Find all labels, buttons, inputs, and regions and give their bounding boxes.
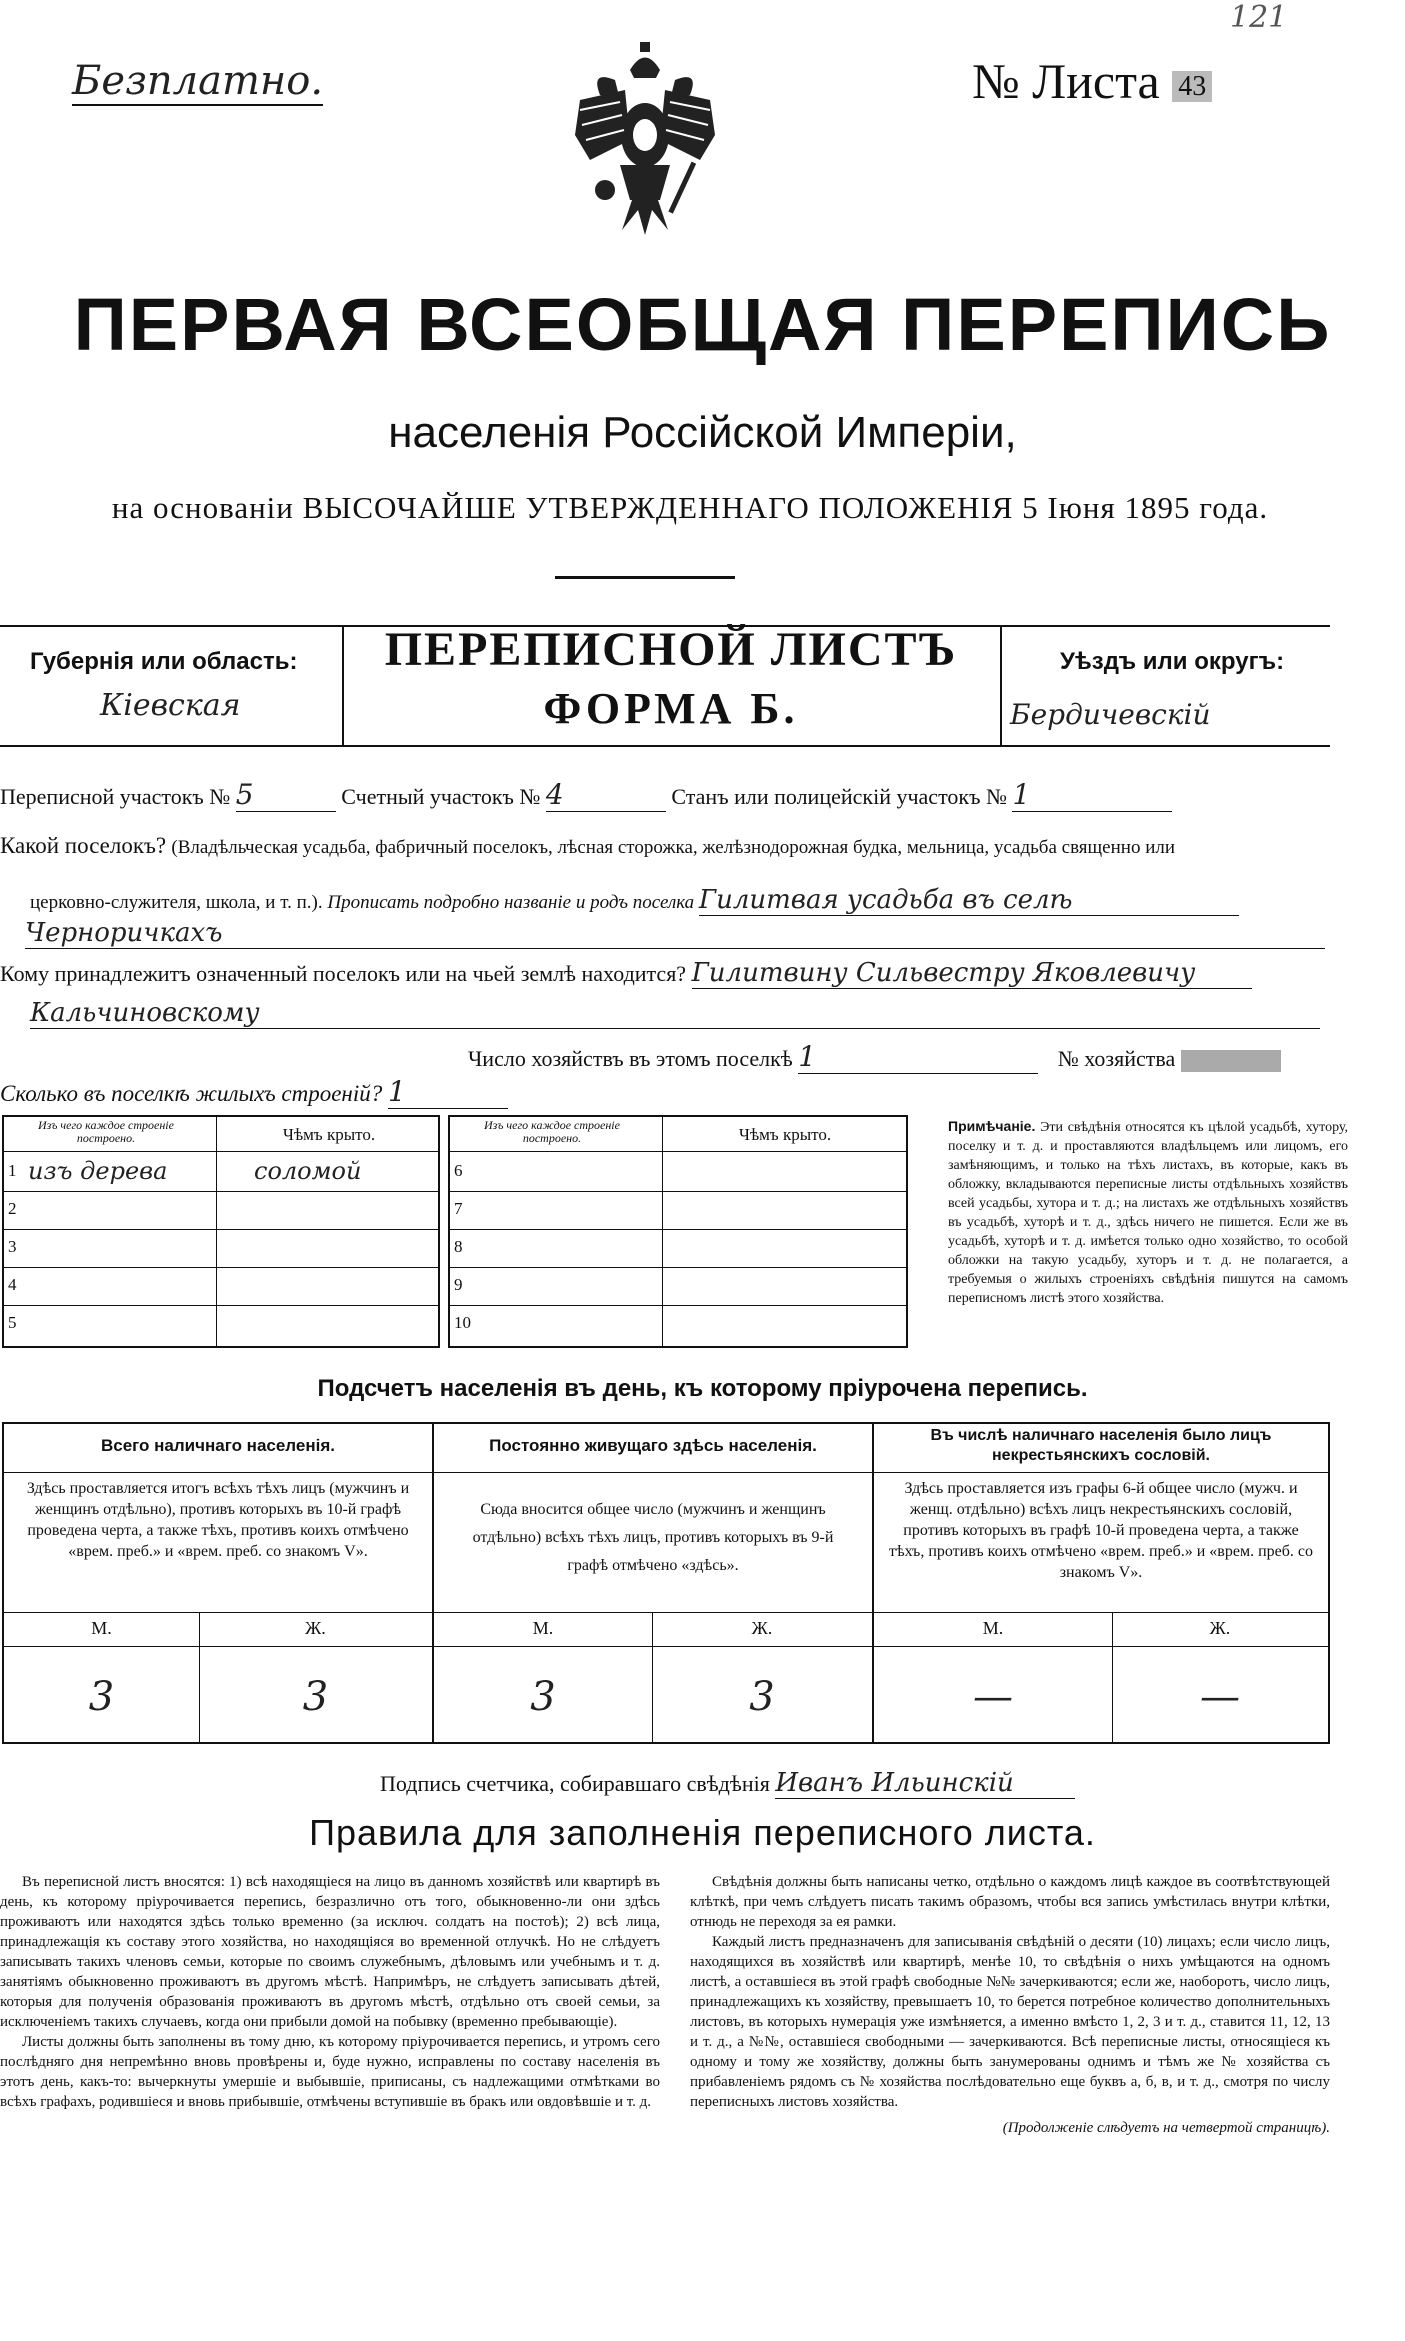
summary-value: 3 — [749, 1674, 775, 1720]
title-divider — [555, 576, 735, 579]
rules-right-p1: Свѣдѣнія должны быть написаны четко, отдѣльно о каждомъ лицѣ каждое въ соотвѣтствующей клѣткѣ, при чемъ слѣдуетъ писать такимъ образомъ, чтобы вся запись умѣстилась внутри клѣтки, отнюдь не переходя за ея рамки. — [690, 1874, 1330, 1930]
sheet-number-label: № Листа — [972, 53, 1160, 109]
imperial-eagle-emblem — [560, 40, 730, 255]
col-material-header: Изъ чего каждое строеніе построено. — [38, 1118, 174, 1145]
row-areas — [0, 778, 1172, 812]
households-label: Число хозяйствъ въ этомъ поселкѣ — [468, 1046, 793, 1071]
owner-value-1: Гилитвину Сильвестру Яковлевичу — [692, 958, 1252, 989]
female-label: Ж. — [751, 1618, 773, 1638]
summary-value: 3 — [302, 1674, 329, 1720]
row-divider — [4, 1267, 438, 1268]
owner-value-2: Кальчиновскому — [30, 998, 1320, 1029]
summary-col2-desc: Сюда вносится общее число (мужчинъ и женщинъ отдѣльно) всѣхъ тѣхъ лицъ, противъ которыхъ въ 9-й графѣ отмѣчено «здѣсь». — [472, 1501, 834, 1574]
signature-label: Подпись счетчика, собиравшаго свѣдѣнія — [380, 1771, 770, 1796]
summary-head-line — [4, 1472, 1328, 1473]
form-name: ФОРМА Б. — [543, 684, 799, 733]
building-row-number: 7 — [454, 1199, 463, 1218]
building-row-number: 9 — [454, 1275, 463, 1294]
summary-col3-desc: Здѣсь проставляется изъ графы 6-й общее число (мужч. и женщ. отдѣльно) всѣхъ лицъ некрестьянскихъ сословій, противъ которыхъ въ графѣ 10-й проведена черта, а также тѣхъ, противъ коихъ отмѣчено «врем. преб.» и «врем. преб. со знакомъ V». — [888, 1480, 1313, 1581]
col-roof-header: Чѣмъ крыто. — [282, 1125, 376, 1144]
province-value: Кіевская — [100, 688, 241, 723]
form-header-sep-right — [1000, 625, 1002, 745]
note — [948, 1117, 1348, 1308]
rules-right-column — [690, 1872, 1330, 2138]
row-buildings — [0, 1075, 508, 1109]
form-title: ПЕРЕПИСНОЙ ЛИСТЪ — [384, 623, 958, 676]
settlement-label: Какой поселокъ? — [0, 833, 167, 858]
summary-col3-head: Въ числѣ наличнаго населенія было лицъ некрестьянскихъ сословій. — [930, 1427, 1272, 1464]
summary-value: — — [1200, 1674, 1240, 1720]
row-households — [468, 1040, 1281, 1074]
building-row-number: 10 — [454, 1313, 471, 1332]
buildings-table-right — [448, 1115, 908, 1348]
col-roof-header: Чѣмъ крыто. — [738, 1125, 832, 1144]
count-area-label: Счетный участокъ № — [341, 784, 541, 809]
row-divider — [4, 1305, 438, 1306]
row-divider — [450, 1305, 906, 1306]
household-number-label: № хозяйства — [1057, 1046, 1176, 1071]
signature-row — [380, 1768, 1075, 1799]
header-divider — [4, 1151, 438, 1152]
summary-title: Подсчетъ населенія въ день, къ которому пріурочена перепись. — [317, 1375, 1088, 1402]
female-label: Ж. — [305, 1618, 326, 1638]
owner-label: Кому принадлежитъ означенный поселокъ или на чьей землѣ находится? — [0, 961, 687, 986]
district-value: Бердичевскій — [1010, 698, 1211, 731]
household-number-value — [1181, 1050, 1281, 1072]
building-row-number: 5 — [8, 1313, 17, 1332]
buildings-table-left — [2, 1115, 440, 1348]
summary-table — [2, 1422, 1330, 1744]
sheet-number-value: 43 — [1172, 71, 1212, 102]
rules-left-column — [0, 1872, 660, 2112]
summary-col2-head: Постоянно живущаго здѣсь населенія. — [489, 1436, 817, 1455]
row-divider — [450, 1191, 906, 1192]
building-material: изъ дерева — [28, 1157, 168, 1185]
male-label: М. — [982, 1618, 1004, 1638]
sheet-number — [972, 52, 1212, 110]
building-row-number: 1 — [8, 1161, 17, 1180]
households-value: 1 — [798, 1040, 1038, 1074]
summary-value: 3 — [88, 1674, 115, 1720]
census-area-label: Переписной участокъ № — [0, 784, 231, 809]
free-label: Безплатно. — [72, 58, 324, 104]
station-value: 1 — [1012, 778, 1172, 812]
building-row-number: 2 — [8, 1199, 17, 1218]
row-settlement-2 — [30, 885, 1239, 916]
settlement-instruction: Прописать подробно названіе и родъ поселка — [327, 892, 695, 913]
building-roof: соломой — [254, 1157, 362, 1185]
summary-value: — — [973, 1674, 1013, 1720]
settlement-value-1: Гилитвая усадьба въ селѣ — [699, 885, 1239, 916]
station-label: Станъ или полицейскій участокъ № — [671, 784, 1007, 809]
title-basis: на основаніи ВЫСОЧАЙШЕ УТВЕРЖДЕННАГО ПОЛОЖЕНІЯ 5 Іюня 1895 года. — [111, 490, 1269, 525]
header-divider — [450, 1151, 906, 1152]
rules-continued: (Продолженіе слѣдуетъ на четвертой страницѣ). — [1002, 2120, 1330, 2136]
settlement-value-2: Черноричкахъ — [25, 918, 1325, 949]
row-divider — [4, 1229, 438, 1230]
rules-left-p1: Въ переписной листъ вносятся: 1) всѣ находящіеся на лицо въ данномъ хозяйствѣ или квартирѣ въ день, къ которому пріурочивается перепись, безразлично отъ того, обыкновенно-ли они здѣсь проживаютъ или находятся здѣсь только временно (за исключ. солдатъ на постоѣ); 2) всѣ лица, принадлежащія къ составу этого хозяйства, но находящіяся во временной отлучкѣ. Но не слѣдуетъ записывать такихъ членовъ семьи, которые по своимъ служебнымъ, дѣловымъ или учебнымъ и т. д. занятіямъ обыкновенно проживаютъ въ другомъ мѣстѣ. Напримѣръ, не слѣдуетъ записывать дѣтей, которыя для полученія образованія проживаютъ въ другомъ мѣстѣ, отдѣльно отъ своей семьи, за исключеніемъ такихъ случаевъ, когда они прибыли домой на побывку (временно пребывающіе). — [0, 1874, 660, 2030]
row-divider — [450, 1229, 906, 1230]
district-label: Уѣздъ или округъ: — [1060, 648, 1285, 675]
summary-value: 3 — [530, 1674, 556, 1720]
row-owner — [0, 958, 1252, 989]
title-sub: населенія Россійской Имперіи, — [388, 408, 1017, 457]
summary-col1-head: Всего наличнаго населенія. — [101, 1436, 335, 1455]
summary-mf-bottom — [4, 1646, 1328, 1647]
rules-left-p2: Листы должны быть заполнены въ тому дню, къ которому пріурочивается перепись, и утромъ сего послѣдняго дня непремѣнно вновь провѣрены и, буде нужно, исправлены по составу населенія въ этотъ день, какъ-то: вычеркнуты умершіе и выбывшіе, приписаны, съ надлежащими отмѣтками во всѣхъ графахъ, родившіеся и вновь прибывшіе, отмѣчены вступившіе въ бракъ или овдовѣвшіе и т. д. — [0, 2034, 660, 2110]
province-label: Губернія или область: — [30, 648, 298, 675]
settlement-hint: (Владѣльческая усадьба, фабричный поселокъ, лѣсная сторожка, желѣзнодорожная будка, мельница, усадьба священно или — [171, 837, 1176, 858]
census-area-value: 5 — [236, 778, 336, 812]
title-main: ПЕРВАЯ ВСЕОБЩАЯ ПЕРЕПИСЬ — [73, 283, 1332, 366]
row-divider — [4, 1191, 438, 1192]
signature-value: Иванъ Ильинскій — [775, 1768, 1075, 1799]
building-row-number: 6 — [454, 1161, 463, 1180]
buildings-value: 1 — [388, 1075, 508, 1109]
building-row-number: 8 — [454, 1237, 463, 1256]
building-row-number: 4 — [8, 1275, 17, 1294]
male-label: М. — [532, 1618, 554, 1638]
corner-mark: 121 — [1230, 0, 1288, 35]
row-settlement — [0, 833, 1175, 859]
col-material-header: Изъ чего каждое строеніе построено. — [484, 1118, 620, 1145]
male-label: М. — [91, 1618, 112, 1638]
note-text: Эти свѣдѣнія относятся къ цѣлой усадьбѣ, хутору, поселку и т. д. и проставляются владѣльцемъ или лицомъ, его замѣняющимъ, и только на тѣхъ листахъ, въ которые, какъ въ обложку, вкладываются переписные листы отдѣльныхъ хозяйствъ всей усадьбы, хутора и т. д.; на листахъ же отдѣльныхъ хозяйствъ въ усадьбѣ, хуторѣ и т. д., здѣсь ничего не пишется. Если же въ усадьбѣ, хуторѣ и т. д. имѣется только одно хозяйство, то особой обложки на такую усадьбу, хуторъ и т. д. не полагается, а требуемыя о жилыхъ строеніяхъ свѣдѣнія пишутся на самомъ переписномъ листѣ этого хозяйства. — [948, 1120, 1349, 1306]
summary-col1-desc: Здѣсь проставляется итогъ всѣхъ тѣхъ лицъ (мужчинъ и женщинъ отдѣльно), противъ которыхъ въ 10-й графѣ проведена черта, а также тѣхъ, противъ коихъ отмѣчено «врем. преб.» и «врем. преб. со знакомъ V». — [26, 1480, 410, 1560]
rules-title: Правила для заполненія переписного листа. — [309, 1812, 1096, 1853]
summary-mf-top — [4, 1612, 1328, 1613]
female-label: Ж. — [1209, 1618, 1231, 1638]
note-label: Примѣчаніе. — [948, 1118, 1036, 1134]
count-area-value: 4 — [546, 778, 666, 812]
row-divider — [450, 1267, 906, 1268]
settlement-hint-2: церковно-служителя, школа, и т. п.). — [30, 892, 323, 913]
buildings-label: Сколько въ поселкѣ жилыхъ строеній? — [0, 1081, 383, 1106]
building-row-number: 3 — [8, 1237, 17, 1256]
rules-right-p2: Каждый листъ предназначенъ для записыванія свѣдѣній о десяти (10) лицахъ; если число лицъ, находящихся въ хозяйствѣ или квартирѣ, менѣе 10, то свѣдѣнія о нихъ умѣщаются на одномъ листѣ, а оставшіеся въ этой графѣ свободные №№ зачеркиваются; если же, наоборотъ, число лицъ, принадлежащихъ къ хозяйству, превышаетъ 10, то берется потребное количество дополнительныхъ листовъ, въ которыхъ нумерація уже измѣняется, а именно вмѣсто 1, 2, 3 и т. д., ставится 11, 12, 13 и т. д., а №№, оставшіеся свободными — зачеркиваются. Всѣ переписные листы, относящіеся къ одному и тому же хозяйству, должны быть занумерованы однимъ и тѣмъ же № хозяйства съ прибавленіемъ рядомъ съ № хозяйства послѣдовательно еще буквъ а, б, в, и т. д., смотря по числу переписныхъ листовъ хозяйства. — [690, 1934, 1330, 2110]
form-header-bottom — [0, 745, 1330, 747]
